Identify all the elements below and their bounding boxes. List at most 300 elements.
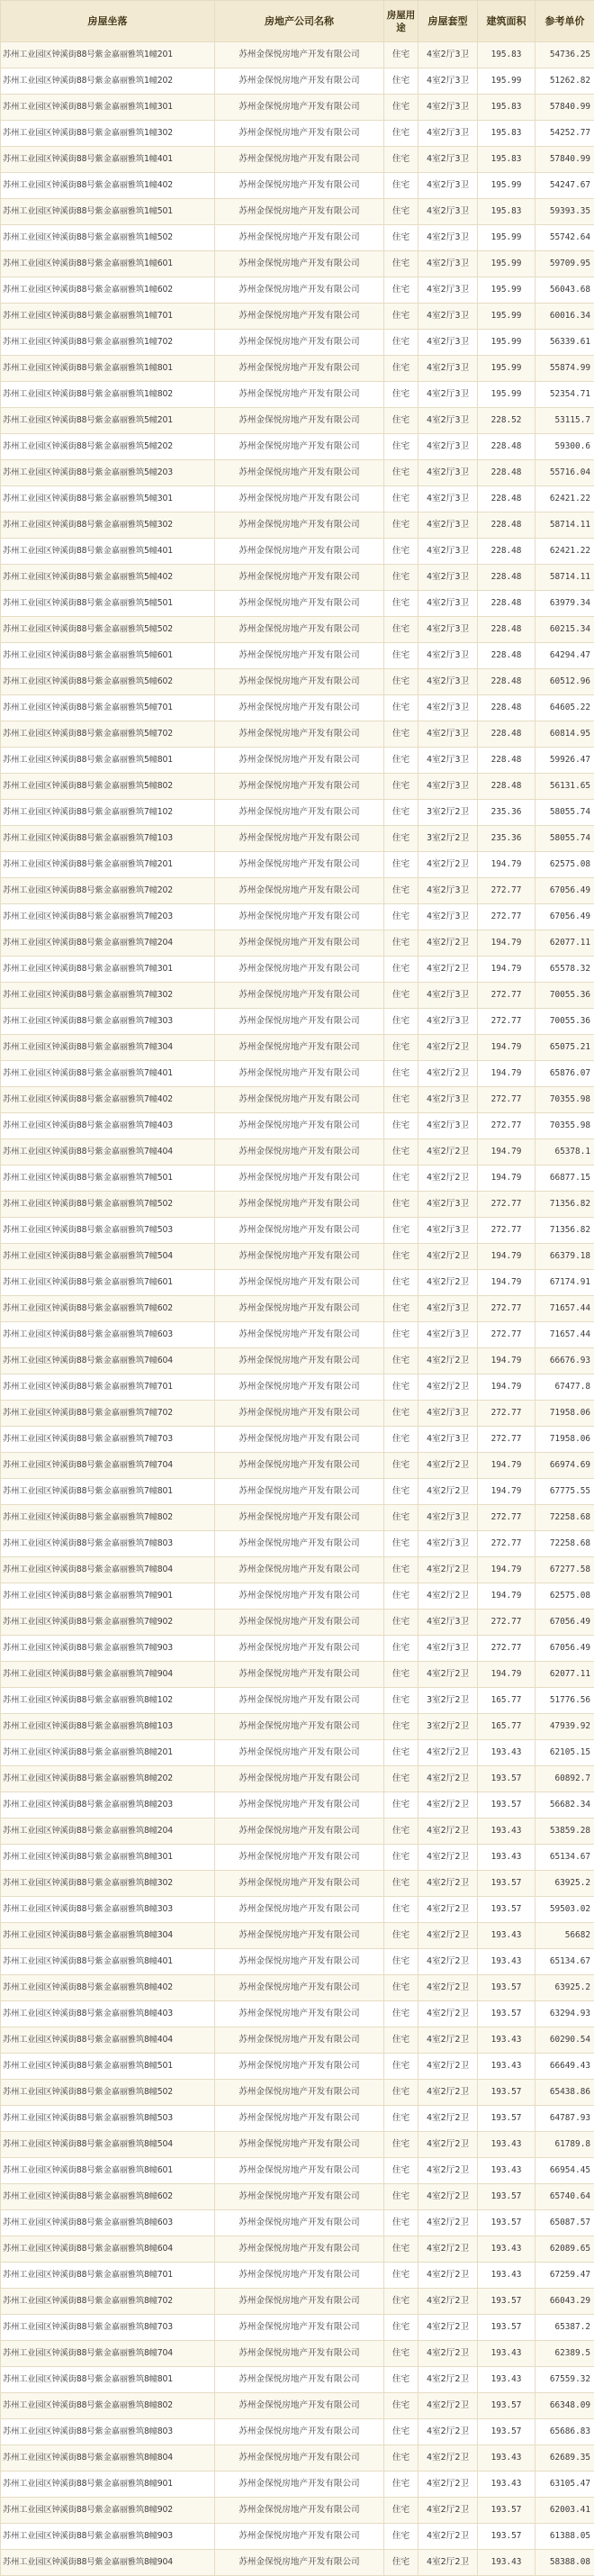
- cell-area: 193.57: [478, 1792, 536, 1819]
- cell-location: 苏州工业园区钟溪街88号紫金嘉丽雅筑8幢504: [1, 2132, 215, 2158]
- cell-location: 苏州工业园区钟溪街88号紫金嘉丽雅筑7幢403: [1, 1113, 215, 1139]
- cell-usage: 住宅: [384, 826, 418, 852]
- cell-layout: 4室2厅2卫: [418, 2263, 478, 2289]
- cell-area: 195.83: [478, 121, 536, 147]
- table-row: [1, 2184, 594, 2210]
- table-row: [1, 147, 594, 173]
- cell-layout: 4室2厅3卫: [418, 1009, 478, 1035]
- cell-layout: 4室2厅2卫: [418, 2054, 478, 2080]
- cell-location: 苏州工业园区钟溪街88号紫金嘉丽雅筑7幢404: [1, 1139, 215, 1166]
- cell-location: 苏州工业园区钟溪街88号紫金嘉丽雅筑8幢604: [1, 2236, 215, 2263]
- cell-area: 193.57: [478, 2289, 536, 2315]
- cell-layout: 4室2厅2卫: [418, 2367, 478, 2393]
- cell-area: 193.43: [478, 1819, 536, 1845]
- cell-company: 苏州金保悦房地产开发有限公司: [215, 68, 384, 95]
- cell-company: 苏州金保悦房地产开发有限公司: [215, 539, 384, 565]
- table-row: [1, 1610, 594, 1636]
- cell-price: 58714.11: [536, 512, 594, 539]
- cell-area: 194.79: [478, 1270, 536, 1296]
- cell-layout: 4室2厅3卫: [418, 460, 478, 486]
- cell-layout: 4室2厅2卫: [418, 2445, 478, 2472]
- cell-location: 苏州工业园区钟溪街88号紫金嘉丽雅筑7幢501: [1, 1166, 215, 1192]
- cell-usage: 住宅: [384, 199, 418, 225]
- cell-location: 苏州工业园区钟溪街88号紫金嘉丽雅筑5幢302: [1, 512, 215, 539]
- cell-layout: 4室2厅2卫: [418, 1348, 478, 1374]
- cell-company: 苏州金保悦房地产开发有限公司: [215, 1113, 384, 1139]
- cell-location: 苏州工业园区钟溪街88号紫金嘉丽雅筑7幢601: [1, 1270, 215, 1296]
- cell-layout: 4室2厅2卫: [418, 1923, 478, 1949]
- cell-company: 苏州金保悦房地产开发有限公司: [215, 643, 384, 669]
- cell-area: 193.43: [478, 2263, 536, 2289]
- cell-layout: 4室2厅2卫: [418, 957, 478, 983]
- cell-layout: 4室2厅3卫: [418, 42, 478, 68]
- cell-usage: 住宅: [384, 2289, 418, 2315]
- cell-area: 228.48: [478, 591, 536, 617]
- cell-company: 苏州金保悦房地产开发有限公司: [215, 1505, 384, 1531]
- cell-location: 苏州工业园区钟溪街88号紫金嘉丽雅筑8幢903: [1, 2524, 215, 2550]
- cell-layout: 4室2厅3卫: [418, 512, 478, 539]
- cell-area: 193.43: [478, 1923, 536, 1949]
- cell-location: 苏州工业园区钟溪街88号紫金嘉丽雅筑7幢102: [1, 800, 215, 826]
- cell-usage: 住宅: [384, 1845, 418, 1871]
- cell-location: 苏州工业园区钟溪街88号紫金嘉丽雅筑8幢704: [1, 2341, 215, 2367]
- cell-layout: 4室2厅2卫: [418, 2132, 478, 2158]
- cell-usage: 住宅: [384, 1348, 418, 1374]
- cell-layout: 4室2厅3卫: [418, 95, 478, 121]
- cell-area: 193.57: [478, 2419, 536, 2445]
- cell-price: 66974.69: [536, 1453, 594, 1479]
- cell-price: 71356.82: [536, 1192, 594, 1218]
- cell-usage: 住宅: [384, 930, 418, 957]
- cell-price: 65134.67: [536, 1845, 594, 1871]
- table-row: [1, 1845, 594, 1871]
- cell-layout: 4室2厅3卫: [418, 904, 478, 930]
- cell-location: 苏州工业园区钟溪街88号紫金嘉丽雅筑5幢202: [1, 434, 215, 460]
- cell-company: 苏州金保悦房地产开发有限公司: [215, 2550, 384, 2576]
- cell-layout: 4室2厅2卫: [418, 2184, 478, 2210]
- cell-price: 65438.86: [536, 2080, 594, 2106]
- cell-price: 70055.36: [536, 983, 594, 1009]
- cell-price: 65387.2: [536, 2315, 594, 2341]
- cell-layout: 4室2厅3卫: [418, 225, 478, 251]
- cell-layout: 4室2厅3卫: [418, 1322, 478, 1348]
- cell-location: 苏州工业园区钟溪街88号紫金嘉丽雅筑7幢704: [1, 1453, 215, 1479]
- header-company: 房地产公司名称: [215, 1, 384, 42]
- cell-company: 苏州金保悦房地产开发有限公司: [215, 173, 384, 199]
- cell-area: 165.77: [478, 1714, 536, 1740]
- cell-location: 苏州工业园区钟溪街88号紫金嘉丽雅筑7幢203: [1, 904, 215, 930]
- cell-company: 苏州金保悦房地产开发有限公司: [215, 1479, 384, 1505]
- cell-usage: 住宅: [384, 1975, 418, 2001]
- cell-layout: 4室2厅2卫: [418, 1061, 478, 1087]
- cell-location: 苏州工业园区钟溪街88号紫金嘉丽雅筑1幢401: [1, 147, 215, 173]
- cell-company: 苏州金保悦房地产开发有限公司: [215, 1636, 384, 1662]
- cell-price: 52354.71: [536, 382, 594, 408]
- cell-location: 苏州工业园区钟溪街88号紫金嘉丽雅筑1幢302: [1, 121, 215, 147]
- cell-layout: 4室2厅3卫: [418, 1636, 478, 1662]
- table-row: [1, 173, 594, 199]
- cell-location: 苏州工业园区钟溪街88号紫金嘉丽雅筑8幢302: [1, 1871, 215, 1897]
- table-row: [1, 382, 594, 408]
- cell-location: 苏州工业园区钟溪街88号紫金嘉丽雅筑8幢301: [1, 1845, 215, 1871]
- cell-location: 苏州工业园区钟溪街88号紫金嘉丽雅筑1幢202: [1, 68, 215, 95]
- cell-area: 228.48: [478, 434, 536, 460]
- header-area: 建筑面积: [478, 1, 536, 42]
- table-row: [1, 669, 594, 695]
- cell-location: 苏州工业园区钟溪街88号紫金嘉丽雅筑5幢402: [1, 565, 215, 591]
- cell-usage: 住宅: [384, 225, 418, 251]
- cell-location: 苏州工业园区钟溪街88号紫金嘉丽雅筑8幢804: [1, 2445, 215, 2472]
- cell-location: 苏州工业园区钟溪街88号紫金嘉丽雅筑8幢603: [1, 2210, 215, 2236]
- cell-usage: 住宅: [384, 748, 418, 774]
- cell-price: 62389.5: [536, 2341, 594, 2367]
- cell-price: 62003.41: [536, 2498, 594, 2524]
- cell-price: 58055.74: [536, 826, 594, 852]
- cell-layout: 3室2厅2卫: [418, 826, 478, 852]
- cell-area: 194.79: [478, 852, 536, 878]
- table-row: [1, 2498, 594, 2524]
- table-row: [1, 2080, 594, 2106]
- cell-company: 苏州金保悦房地产开发有限公司: [215, 2341, 384, 2367]
- cell-usage: 住宅: [384, 1505, 418, 1531]
- cell-location: 苏州工业园区钟溪街88号紫金嘉丽雅筑7幢901: [1, 1583, 215, 1610]
- cell-company: 苏州金保悦房地产开发有限公司: [215, 2445, 384, 2472]
- cell-price: 66043.29: [536, 2289, 594, 2315]
- table-row: [1, 2393, 594, 2419]
- cell-location: 苏州工业园区钟溪街88号紫金嘉丽雅筑7幢701: [1, 1374, 215, 1401]
- cell-usage: 住宅: [384, 1270, 418, 1296]
- table-row: [1, 1244, 594, 1270]
- cell-area: 193.57: [478, 2393, 536, 2419]
- cell-layout: 4室2厅3卫: [418, 434, 478, 460]
- cell-usage: 住宅: [384, 147, 418, 173]
- cell-price: 67259.47: [536, 2263, 594, 2289]
- table-row: [1, 68, 594, 95]
- cell-usage: 住宅: [384, 2027, 418, 2054]
- cell-area: 194.79: [478, 957, 536, 983]
- cell-usage: 住宅: [384, 2001, 418, 2027]
- cell-usage: 住宅: [384, 2236, 418, 2263]
- cell-area: 193.57: [478, 2106, 536, 2132]
- cell-company: 苏州金保悦房地产开发有限公司: [215, 1009, 384, 1035]
- cell-area: 194.79: [478, 1557, 536, 1583]
- cell-layout: 4室2厅3卫: [418, 983, 478, 1009]
- cell-usage: 住宅: [384, 1871, 418, 1897]
- cell-usage: 住宅: [384, 1688, 418, 1714]
- cell-company: 苏州金保悦房地产开发有限公司: [215, 460, 384, 486]
- cell-layout: 4室2厅2卫: [418, 1557, 478, 1583]
- cell-layout: 4室2厅3卫: [418, 591, 478, 617]
- cell-location: 苏州工业园区钟溪街88号紫金嘉丽雅筑8幢304: [1, 1923, 215, 1949]
- cell-location: 苏州工业园区钟溪街88号紫金嘉丽雅筑8幢103: [1, 1714, 215, 1740]
- cell-usage: 住宅: [384, 1766, 418, 1792]
- cell-price: 54252.77: [536, 121, 594, 147]
- cell-location: 苏州工业园区钟溪街88号紫金嘉丽雅筑8幢203: [1, 1792, 215, 1819]
- cell-layout: 4室2厅3卫: [418, 643, 478, 669]
- cell-location: 苏州工业园区钟溪街88号紫金嘉丽雅筑7幢303: [1, 1009, 215, 1035]
- cell-company: 苏州金保悦房地产开发有限公司: [215, 1035, 384, 1061]
- cell-usage: 住宅: [384, 1557, 418, 1583]
- cell-area: 193.57: [478, 2184, 536, 2210]
- table-row: [1, 1113, 594, 1139]
- cell-company: 苏州金保悦房地产开发有限公司: [215, 1061, 384, 1087]
- cell-area: 272.77: [478, 1636, 536, 1662]
- cell-usage: 住宅: [384, 669, 418, 695]
- cell-layout: 4室2厅3卫: [418, 1296, 478, 1322]
- cell-usage: 住宅: [384, 2106, 418, 2132]
- cell-area: 195.83: [478, 147, 536, 173]
- cell-company: 苏州金保悦房地产开发有限公司: [215, 199, 384, 225]
- cell-price: 66877.15: [536, 1166, 594, 1192]
- cell-area: 228.52: [478, 408, 536, 434]
- cell-price: 54247.67: [536, 173, 594, 199]
- cell-company: 苏州金保悦房地产开发有限公司: [215, 878, 384, 904]
- cell-area: 272.77: [478, 904, 536, 930]
- cell-company: 苏州金保悦房地产开发有限公司: [215, 2132, 384, 2158]
- cell-layout: 4室2厅3卫: [418, 565, 478, 591]
- cell-location: 苏州工业园区钟溪街88号紫金嘉丽雅筑5幢203: [1, 460, 215, 486]
- cell-price: 56131.65: [536, 774, 594, 800]
- cell-location: 苏州工业园区钟溪街88号紫金嘉丽雅筑5幢601: [1, 643, 215, 669]
- cell-price: 53859.28: [536, 1819, 594, 1845]
- cell-company: 苏州金保悦房地产开发有限公司: [215, 1662, 384, 1688]
- cell-price: 59300.6: [536, 434, 594, 460]
- table-row: [1, 2263, 594, 2289]
- cell-location: 苏州工业园区钟溪街88号紫金嘉丽雅筑7幢802: [1, 1505, 215, 1531]
- cell-layout: 4室2厅2卫: [418, 1479, 478, 1505]
- cell-location: 苏州工业园区钟溪街88号紫金嘉丽雅筑7幢603: [1, 1322, 215, 1348]
- cell-layout: 4室2厅3卫: [418, 68, 478, 95]
- table-row: [1, 1714, 594, 1740]
- cell-usage: 住宅: [384, 643, 418, 669]
- cell-layout: 4室2厅3卫: [418, 173, 478, 199]
- cell-area: 272.77: [478, 1531, 536, 1557]
- cell-location: 苏州工业园区钟溪街88号紫金嘉丽雅筑7幢401: [1, 1061, 215, 1087]
- cell-location: 苏州工业园区钟溪街88号紫金嘉丽雅筑1幢702: [1, 330, 215, 356]
- cell-company: 苏州金保悦房地产开发有限公司: [215, 1688, 384, 1714]
- table-row: [1, 2550, 594, 2576]
- cell-location: 苏州工业园区钟溪街88号紫金嘉丽雅筑8幢102: [1, 1688, 215, 1714]
- table-row: [1, 1401, 594, 1427]
- cell-area: 194.79: [478, 1348, 536, 1374]
- cell-usage: 住宅: [384, 2498, 418, 2524]
- cell-usage: 住宅: [384, 173, 418, 199]
- cell-company: 苏州金保悦房地产开发有限公司: [215, 2367, 384, 2393]
- cell-company: 苏州金保悦房地产开发有限公司: [215, 1427, 384, 1453]
- cell-usage: 住宅: [384, 42, 418, 68]
- cell-area: 228.48: [478, 539, 536, 565]
- table-row: [1, 434, 594, 460]
- table-row: [1, 1139, 594, 1166]
- cell-company: 苏州金保悦房地产开发有限公司: [215, 1270, 384, 1296]
- cell-price: 59926.47: [536, 748, 594, 774]
- cell-layout: 4室2厅2卫: [418, 1583, 478, 1610]
- cell-area: 272.77: [478, 983, 536, 1009]
- cell-company: 苏州金保悦房地产开发有限公司: [215, 1139, 384, 1166]
- cell-location: 苏州工业园区钟溪街88号紫金嘉丽雅筑7幢702: [1, 1401, 215, 1427]
- cell-layout: 4室2厅3卫: [418, 408, 478, 434]
- table-row: [1, 2524, 594, 2550]
- cell-layout: 4室2厅3卫: [418, 199, 478, 225]
- cell-area: 193.43: [478, 2472, 536, 2498]
- cell-usage: 住宅: [384, 1113, 418, 1139]
- table-row: [1, 2027, 594, 2054]
- cell-price: 60892.7: [536, 1766, 594, 1792]
- cell-company: 苏州金保悦房地产开发有限公司: [215, 1531, 384, 1557]
- cell-company: 苏州金保悦房地产开发有限公司: [215, 2054, 384, 2080]
- cell-company: 苏州金保悦房地产开发有限公司: [215, 2001, 384, 2027]
- cell-area: 195.99: [478, 304, 536, 330]
- cell-area: 193.57: [478, 2524, 536, 2550]
- cell-company: 苏州金保悦房地产开发有限公司: [215, 904, 384, 930]
- table-row: [1, 1009, 594, 1035]
- cell-area: 228.48: [478, 617, 536, 643]
- cell-layout: 4室2厅3卫: [418, 356, 478, 382]
- cell-company: 苏州金保悦房地产开发有限公司: [215, 1348, 384, 1374]
- cell-area: 228.48: [478, 460, 536, 486]
- cell-area: 193.57: [478, 1766, 536, 1792]
- cell-company: 苏州金保悦房地产开发有限公司: [215, 512, 384, 539]
- header-row: [1, 1, 594, 42]
- cell-area: 193.43: [478, 1740, 536, 1766]
- cell-location: 苏州工业园区钟溪街88号紫金嘉丽雅筑7幢201: [1, 852, 215, 878]
- table-row: [1, 1374, 594, 1401]
- cell-price: 54736.25: [536, 42, 594, 68]
- cell-location: 苏州工业园区钟溪街88号紫金嘉丽雅筑8幢602: [1, 2184, 215, 2210]
- cell-area: 272.77: [478, 1218, 536, 1244]
- cell-location: 苏州工业园区钟溪街88号紫金嘉丽雅筑7幢502: [1, 1192, 215, 1218]
- table-row: [1, 983, 594, 1009]
- cell-price: 62689.35: [536, 2445, 594, 2472]
- table-row: [1, 1819, 594, 1845]
- cell-price: 72258.68: [536, 1505, 594, 1531]
- cell-layout: 3室2厅2卫: [418, 1714, 478, 1740]
- cell-area: 193.43: [478, 1845, 536, 1871]
- cell-usage: 住宅: [384, 1949, 418, 1975]
- cell-location: 苏州工业园区钟溪街88号紫金嘉丽雅筑5幢301: [1, 486, 215, 512]
- cell-area: 228.48: [478, 512, 536, 539]
- cell-layout: 4室2厅2卫: [418, 1270, 478, 1296]
- cell-area: 193.57: [478, 2498, 536, 2524]
- cell-layout: 4室2厅2卫: [418, 1897, 478, 1923]
- cell-price: 65134.67: [536, 1949, 594, 1975]
- table-row: [1, 121, 594, 147]
- cell-price: 60215.34: [536, 617, 594, 643]
- cell-layout: 4室2厅2卫: [418, 852, 478, 878]
- cell-price: 63979.34: [536, 591, 594, 617]
- cell-price: 67559.32: [536, 2367, 594, 2393]
- table-row: [1, 356, 594, 382]
- cell-usage: 住宅: [384, 1453, 418, 1479]
- table-row: [1, 512, 594, 539]
- cell-area: 195.99: [478, 225, 536, 251]
- cell-location: 苏州工业园区钟溪街88号紫金嘉丽雅筑1幢501: [1, 199, 215, 225]
- cell-location: 苏州工业园区钟溪街88号紫金嘉丽雅筑8幢801: [1, 2367, 215, 2393]
- cell-company: 苏州金保悦房地产开发有限公司: [215, 826, 384, 852]
- cell-usage: 住宅: [384, 1662, 418, 1688]
- cell-location: 苏州工业园区钟溪街88号紫金嘉丽雅筑8幢803: [1, 2419, 215, 2445]
- cell-price: 67056.49: [536, 1610, 594, 1636]
- cell-price: 65686.83: [536, 2419, 594, 2445]
- cell-location: 苏州工业园区钟溪街88号紫金嘉丽雅筑8幢702: [1, 2289, 215, 2315]
- cell-company: 苏州金保悦房地产开发有限公司: [215, 408, 384, 434]
- cell-company: 苏州金保悦房地产开发有限公司: [215, 1949, 384, 1975]
- cell-price: 70355.98: [536, 1113, 594, 1139]
- cell-company: 苏州金保悦房地产开发有限公司: [215, 565, 384, 591]
- table-row: [1, 1949, 594, 1975]
- cell-area: 193.57: [478, 2315, 536, 2341]
- table-row: [1, 1871, 594, 1897]
- cell-company: 苏州金保悦房地产开发有限公司: [215, 2524, 384, 2550]
- cell-layout: 4室2厅2卫: [418, 2236, 478, 2263]
- cell-location: 苏州工业园区钟溪街88号紫金嘉丽雅筑1幢402: [1, 173, 215, 199]
- cell-area: 193.43: [478, 2054, 536, 2080]
- cell-usage: 住宅: [384, 721, 418, 748]
- cell-price: 64294.47: [536, 643, 594, 669]
- table-row: [1, 1662, 594, 1688]
- table-row: [1, 2367, 594, 2393]
- cell-price: 59709.95: [536, 251, 594, 277]
- cell-price: 60016.34: [536, 304, 594, 330]
- cell-company: 苏州金保悦房地产开发有限公司: [215, 1374, 384, 1401]
- cell-usage: 住宅: [384, 251, 418, 277]
- table-row: [1, 1479, 594, 1505]
- table-row: [1, 748, 594, 774]
- cell-price: 65740.64: [536, 2184, 594, 2210]
- table-row: [1, 695, 594, 721]
- cell-location: 苏州工业园区钟溪街88号紫金嘉丽雅筑8幢703: [1, 2315, 215, 2341]
- cell-usage: 住宅: [384, 2184, 418, 2210]
- cell-layout: 4室2厅3卫: [418, 721, 478, 748]
- cell-area: 195.99: [478, 382, 536, 408]
- cell-company: 苏州金保悦房地产开发有限公司: [215, 1610, 384, 1636]
- table-row: [1, 1897, 594, 1923]
- cell-layout: 4室2厅2卫: [418, 1740, 478, 1766]
- cell-price: 63925.2: [536, 1975, 594, 2001]
- cell-company: 苏州金保悦房地产开发有限公司: [215, 2419, 384, 2445]
- table-row: [1, 2054, 594, 2080]
- cell-area: 272.77: [478, 1087, 536, 1113]
- cell-price: 55742.64: [536, 225, 594, 251]
- cell-area: 228.48: [478, 721, 536, 748]
- cell-company: 苏州金保悦房地产开发有限公司: [215, 2158, 384, 2184]
- cell-layout: 4室2厅3卫: [418, 147, 478, 173]
- cell-location: 苏州工业园区钟溪街88号紫金嘉丽雅筑1幢602: [1, 277, 215, 304]
- cell-area: 195.83: [478, 95, 536, 121]
- cell-area: 193.57: [478, 1871, 536, 1897]
- cell-company: 苏州金保悦房地产开发有限公司: [215, 1975, 384, 2001]
- cell-company: 苏州金保悦房地产开发有限公司: [215, 1218, 384, 1244]
- cell-company: 苏州金保悦房地产开发有限公司: [215, 2498, 384, 2524]
- cell-price: 61789.8: [536, 2132, 594, 2158]
- cell-layout: 4室2厅2卫: [418, 2315, 478, 2341]
- cell-layout: 4室2厅3卫: [418, 1505, 478, 1531]
- cell-company: 苏州金保悦房地产开发有限公司: [215, 2315, 384, 2341]
- cell-usage: 住宅: [384, 1819, 418, 1845]
- cell-price: 56682.34: [536, 1792, 594, 1819]
- cell-layout: 4室2厅2卫: [418, 2472, 478, 2498]
- cell-area: 195.99: [478, 251, 536, 277]
- cell-price: 66649.43: [536, 2054, 594, 2080]
- cell-location: 苏州工业园区钟溪街88号紫金嘉丽雅筑7幢402: [1, 1087, 215, 1113]
- cell-usage: 住宅: [384, 565, 418, 591]
- table-row: [1, 643, 594, 669]
- cell-company: 苏州金保悦房地产开发有限公司: [215, 2106, 384, 2132]
- cell-price: 62575.08: [536, 852, 594, 878]
- cell-company: 苏州金保悦房地产开发有限公司: [215, 330, 384, 356]
- cell-location: 苏州工业园区钟溪街88号紫金嘉丽雅筑7幢103: [1, 826, 215, 852]
- table-row: [1, 1923, 594, 1949]
